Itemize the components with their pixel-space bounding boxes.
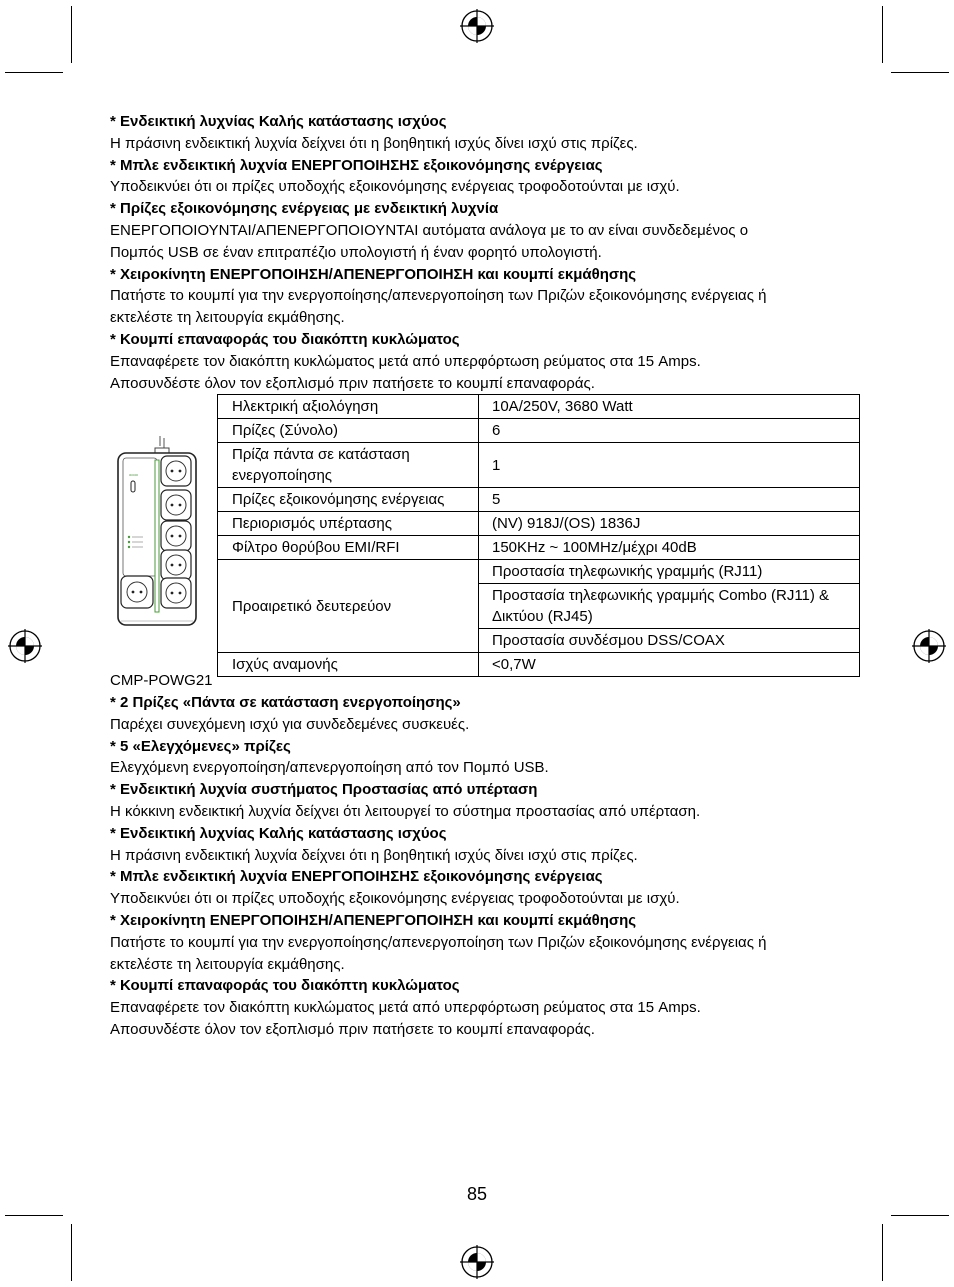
spec-label: Πρίζα πάντα σε κατάσταση ενεργοποίησης (218, 443, 479, 488)
heading: * Ενδεικτική λυχνίας Καλής κατάστασης ισχύος (110, 824, 447, 842)
paragraph: Αποσυνδέστε όλον τον εξοπλισμό πριν πατήσετε το κουμπί επαναφοράς. (110, 374, 595, 392)
spec-value: Προστασία τηλεφωνικής γραμμής (RJ11) (479, 560, 860, 584)
page-number: 85 (466, 1184, 488, 1204)
crop-mark (882, 6, 883, 63)
feature-list-bottom (110, 692, 870, 1041)
paragraph: ΕΝΕΡΓΟΠΟΙΟΥΝΤΑΙ/ΑΠΕΝΕΡΓΟΠΟΙΟΥΝΤΑΙ αυτόματα ανάλογα με το αν είναι συνδεδεμένος ο (110, 221, 749, 239)
table-row (218, 443, 860, 488)
table-row (218, 560, 860, 584)
spec-value: 1 (479, 443, 860, 488)
spec-value: 5 (479, 488, 860, 512)
spec-label: Ηλεκτρική αξιολόγηση (218, 395, 479, 419)
heading: * 5 «Ελεγχόμενες» πρίζες (110, 737, 291, 755)
model-number: CMP-POWG21 (110, 672, 213, 689)
crop-mark (71, 1224, 72, 1281)
paragraph: Πατήστε το κουμπί για την ενεργοποίησης/απενεργοποίηση των Πριζών εξοικονόμησης ενέργειας ή (110, 287, 767, 305)
paragraph: Επαναφέρετε τον διακόπτη κυκλώματος μετά από υπερφόρτωση ρεύματος στα 15 Amps. (110, 352, 701, 370)
paragraph: Η πράσινη ενδεικτική λυχνία δείχνει ότι η βοηθητική ισχύς δίνει ισχύ στις πρίζες. (110, 134, 638, 152)
spec-table (217, 394, 860, 677)
table-row (218, 653, 860, 677)
registration-mark-icon (460, 9, 494, 43)
heading: * Χειροκίνητη ΕΝΕΡΓΟΠΟΙΗΣΗ/ΑΠΕΝΕΡΓΟΠΟΙΗΣΗ και κουμπί εκμάθησης (110, 265, 637, 283)
heading: * Ενδεικτική λυχνίας Καλής κατάστασης ισχύος (110, 113, 447, 130)
spec-value: (NV) 918J/(OS) 1836J (479, 512, 860, 536)
spec-value: Προστασία τηλεφωνικής γραμμής Combo (RJ11) & Δικτύου (RJ45) (479, 584, 860, 629)
table-row (218, 419, 860, 443)
spec-value: 6 (479, 419, 860, 443)
heading: * Κουμπί επαναφοράς του διακόπτη κυκλώματος (110, 330, 460, 348)
crop-mark (71, 6, 72, 63)
spec-label: Ισχύς αναμονής (218, 653, 479, 677)
table-row (218, 512, 860, 536)
heading: * Χειροκίνητη ΕΝΕΡΓΟΠΟΙΗΣΗ/ΑΠΕΝΕΡΓΟΠΟΙΗΣΗ και κουμπί εκμάθησης (110, 911, 637, 929)
spec-label: Φίλτρο θορύβου EMI/RFI (218, 536, 479, 560)
heading: * 2 Πρίζες «Πάντα σε κατάσταση ενεργοποίησης» (110, 694, 461, 711)
registration-mark-icon (8, 629, 42, 663)
spec-value: Προστασία συνδέσμου DSS/COAX (479, 629, 860, 653)
paragraph: Επαναφέρετε τον διακόπτη κυκλώματος μετά από υπερφόρτωση ρεύματος στα 15 Amps. (110, 999, 701, 1017)
heading: * Κουμπί επαναφοράς του διακόπτη κυκλώματος (110, 977, 460, 995)
svg-text:oooo: oooo (129, 472, 138, 477)
paragraph: Αποσυνδέστε όλον τον εξοπλισμό πριν πατήσετε το κουμπί επαναφοράς. (110, 1020, 595, 1038)
crop-mark (882, 1224, 883, 1281)
spec-label: Προαιρετικό δευτερεύον (218, 560, 479, 653)
power-strip-illustration (113, 436, 208, 636)
paragraph: Υποδεικνύει ότι οι πρίζες υποδοχής εξοικονόμησης ενέργειας τροφοδοτούνται με ισχύ. (110, 890, 680, 908)
feature-list-top (110, 111, 870, 394)
heading: * Πρίζες εξοικονόμησης ενέργειας με ενδεικτική λυχνία (110, 200, 499, 218)
spec-label: Πρίζες (Σύνολο) (218, 419, 479, 443)
heading: * Ενδεικτική λυχνία συστήματος Προστασίας από υπέρταση (110, 781, 538, 799)
spec-label: Πρίζες εξοικονόμησης ενέργειας (218, 488, 479, 512)
paragraph: Πατήστε το κουμπί για την ενεργοποίησης/απενεργοποίηση των Πριζών εξοικονόμησης ενέργειας ή (110, 933, 767, 951)
paragraph: Η κόκκινη ενδεικτική λυχνία δείχνει ότι λειτουργεί το σύστημα προστασίας από υπέρταση. (110, 802, 701, 820)
paragraph: Πομπός USB σε έναν επιτραπέζιο υπολογιστή ή έναν φορητό υπολογιστή. (110, 243, 602, 261)
spec-value: <0,7W (479, 653, 860, 677)
table-row (218, 488, 860, 512)
crop-mark (5, 72, 63, 73)
heading: * Μπλε ενδεικτική λυχνία ΕΝΕΡΓΟΠΟΙΗΣΗΣ εξοικονόμησης ενέργειας (110, 156, 603, 174)
table-row (218, 536, 860, 560)
paragraph: Η πράσινη ενδεικτική λυχνία δείχνει ότι η βοηθητική ισχύς δίνει ισχύ στις πρίζες. (110, 846, 638, 864)
paragraph: εκτελέστε τη λειτουργία εκμάθησης. (110, 309, 345, 327)
spec-label: Περιορισμός υπέρτασης (218, 512, 479, 536)
spec-value: 10A/250V, 3680 Watt (479, 395, 860, 419)
table-row (218, 395, 860, 419)
paragraph: Υποδεικνύει ότι οι πρίζες υποδοχής εξοικονόμησης ενέργειας τροφοδοτούνται με ισχύ. (110, 178, 680, 196)
crop-mark (5, 1215, 63, 1216)
crop-mark (891, 72, 949, 73)
registration-mark-icon (912, 629, 946, 663)
spec-value: 150KHz ~ 100MHz/μέχρι 40dB (479, 536, 860, 560)
paragraph: εκτελέστε τη λειτουργία εκμάθησης. (110, 955, 345, 973)
heading: * Μπλε ενδεικτική λυχνία ΕΝΕΡΓΟΠΟΙΗΣΗΣ εξοικονόμησης ενέργειας (110, 868, 603, 886)
paragraph: Ελεγχόμενη ενεργοποίηση/απενεργοποίηση από τον Πομπό USB. (110, 759, 549, 777)
paragraph: Παρέχει συνεχόμενη ισχύ για συνδεδεμένες συσκευές. (110, 715, 470, 733)
crop-mark (891, 1215, 949, 1216)
registration-mark-icon (460, 1245, 494, 1279)
